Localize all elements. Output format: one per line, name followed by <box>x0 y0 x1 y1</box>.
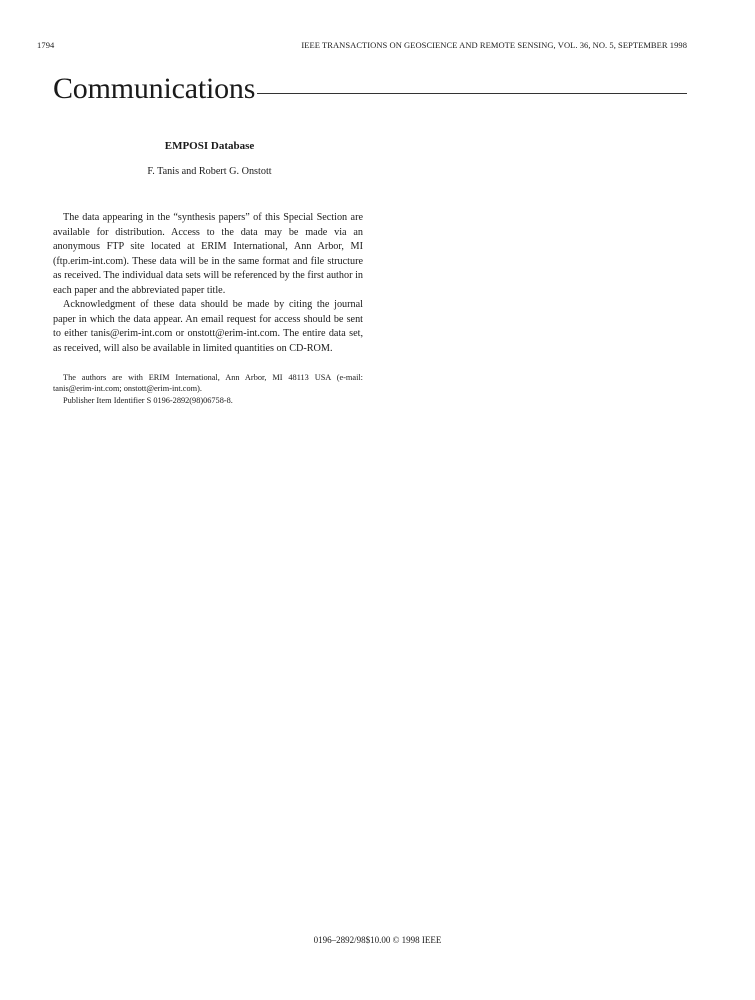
paper-title: EMPOSI Database <box>164 140 255 152</box>
running-header: IEEE TRANSACTIONS ON GEOSCIENCE AND REMOTE SENSING, VOL. 36, NO. 5, SEPTEMBER 1998 <box>301 40 687 50</box>
section-heading-row <box>53 64 687 104</box>
author-affiliation-footnote: The authors are with ERIM International, Ann Arbor, MI 48113 USA (e-mail: tanis@erim-int.com; onstott@erim-int.com). <box>53 373 363 394</box>
heading-rule <box>257 93 687 94</box>
paper-authors: F. Tanis and Robert G. Onstott <box>147 166 272 177</box>
copyright-footer: 0196–2892/98$10.00 © 1998 IEEE <box>313 935 442 945</box>
body-text <box>53 211 363 356</box>
publisher-identifier-footnote: Publisher Item Identifier S 0196-2892(98)06758-8. <box>63 395 233 405</box>
page-number: 1794 <box>37 40 55 50</box>
footnotes <box>53 372 363 406</box>
section-heading: Communications <box>53 72 256 105</box>
body-paragraph: The data appearing in the “synthesis papers” of this Special Section are available for distribution. Access to the data may be made via an anonymous FTP site located at ERIM International, Ann Arbor, MI (ftp.erim-int.com). These data will be in the same format and file structure as received. The individual data sets will be referenced by the first author in each paper and the abbreviated paper title. <box>53 212 363 296</box>
body-paragraph: Acknowledgment of these data should be made by citing the journal paper in which the data appear. An email request for access should be sent to either tanis@erim-int.com or onstott@erim-int.com. The entire data set, as received, will also be available in limited quantities on CD-ROM. <box>53 299 363 354</box>
